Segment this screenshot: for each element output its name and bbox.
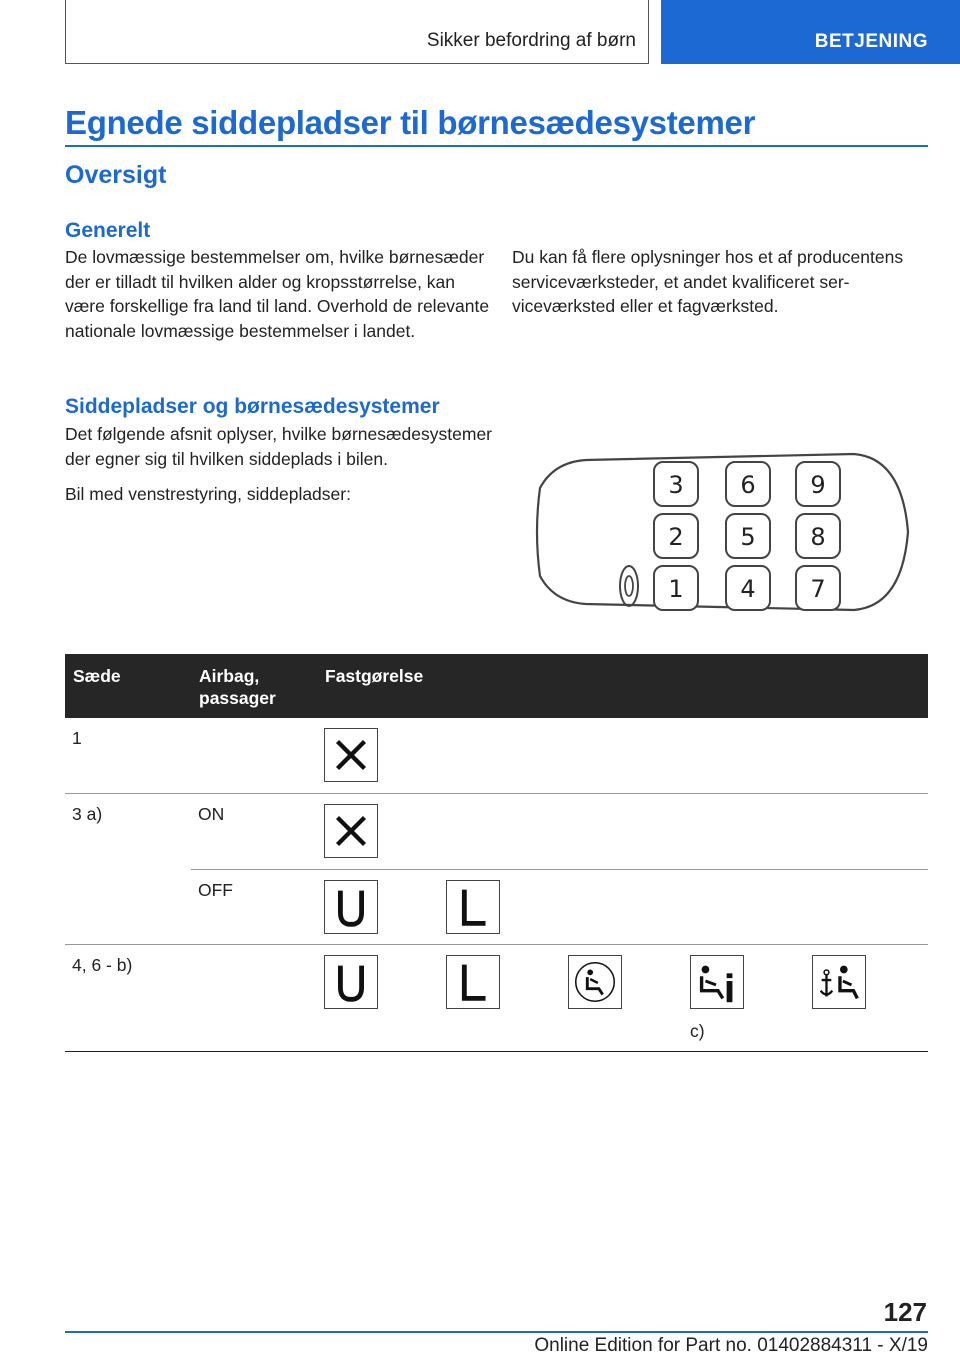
car-seat-diagram (534, 444, 914, 620)
seat-number-6: 6 (740, 471, 756, 499)
table-header-row (65, 654, 928, 718)
header-seat: Sæde (65, 654, 191, 718)
isofix-info-icon (690, 955, 744, 1009)
page-title: Egnede siddepladser til børnesædesystemer (65, 104, 756, 141)
seat-number-7: 7 (810, 575, 826, 603)
subsection-heading-siddepladser: Siddepladser og børnesædesystemer (65, 395, 440, 418)
seat-number-3: 3 (668, 471, 684, 499)
semi-universal-l-icon (446, 955, 500, 1009)
header-section-title: Sikker befordring af børn (426, 30, 636, 51)
seat-number-2: 2 (668, 523, 684, 551)
header-chapter-tab (661, 0, 960, 64)
cell-airbag (191, 718, 317, 728)
cell-airbag (191, 945, 317, 955)
cell-airbag: ON (198, 804, 225, 824)
seat-number-9: 9 (810, 471, 826, 499)
section-heading-oversigt: Oversigt (65, 161, 167, 189)
title-divider (65, 145, 928, 147)
seat-number-8: 8 (810, 523, 826, 551)
seat-number-4: 4 (740, 575, 756, 603)
page-number: 127 (883, 1297, 927, 1327)
generelt-right-paragraph: Du kan få flere oplysninger hos et af producentens serviceværksteder, et andet kvalificeret serviceværksted eller et fagværksted. (512, 247, 904, 316)
header-airbag: Airbag, passager (191, 654, 317, 718)
tether-anchor-icon (812, 955, 866, 1009)
left-hand-drive-caption: Bil med venstrestyring, siddepladser: (65, 484, 351, 504)
generelt-left-paragraph: De lovmæssige bestemmelser om, hvilke børnesæder der er tilladt til hvilken alder og kropsstørrelse, kan være forskellige fra land til land. Overhold de relevante nationale lovmæssige bestemmelser i landet. (65, 247, 490, 341)
cell-seat: 1 (72, 728, 82, 748)
subsection-heading-generelt: Generelt (65, 219, 151, 242)
seat-suitability-table (65, 654, 928, 1052)
header-chapter-label: BETJENING (814, 31, 928, 52)
cell-seat: 4, 6 - b) (72, 955, 133, 975)
footnote-marker: c) (690, 1021, 705, 1041)
footer-edition-text: Online Edition for Part no. 01402884311 - X/19 (534, 1335, 928, 1356)
table-row (65, 945, 928, 1052)
car-outline (537, 454, 908, 610)
header-attachment: Fastgørelse (317, 654, 928, 718)
isofix-seat-icon (568, 955, 622, 1009)
not-permitted-x-icon (324, 728, 378, 782)
siddepladser-paragraph: Det følgende afsnit oplyser, hvilke børnesædesystemer der egner sig til hvilken siddeplads i bilen. (65, 424, 492, 469)
cell-seat: 3 a) (72, 804, 103, 824)
universal-u-icon (324, 880, 378, 934)
seat-number-1: 1 (668, 575, 684, 603)
table-row (65, 718, 928, 794)
footer-divider (65, 1331, 928, 1333)
universal-u-icon (324, 955, 378, 1009)
header-section-box (65, 0, 649, 64)
table-row (65, 870, 928, 945)
semi-universal-l-icon (446, 880, 500, 934)
cell-airbag: OFF (198, 880, 233, 900)
not-permitted-x-icon (324, 804, 378, 858)
seat-number-5: 5 (740, 523, 756, 551)
table-row (65, 794, 928, 870)
